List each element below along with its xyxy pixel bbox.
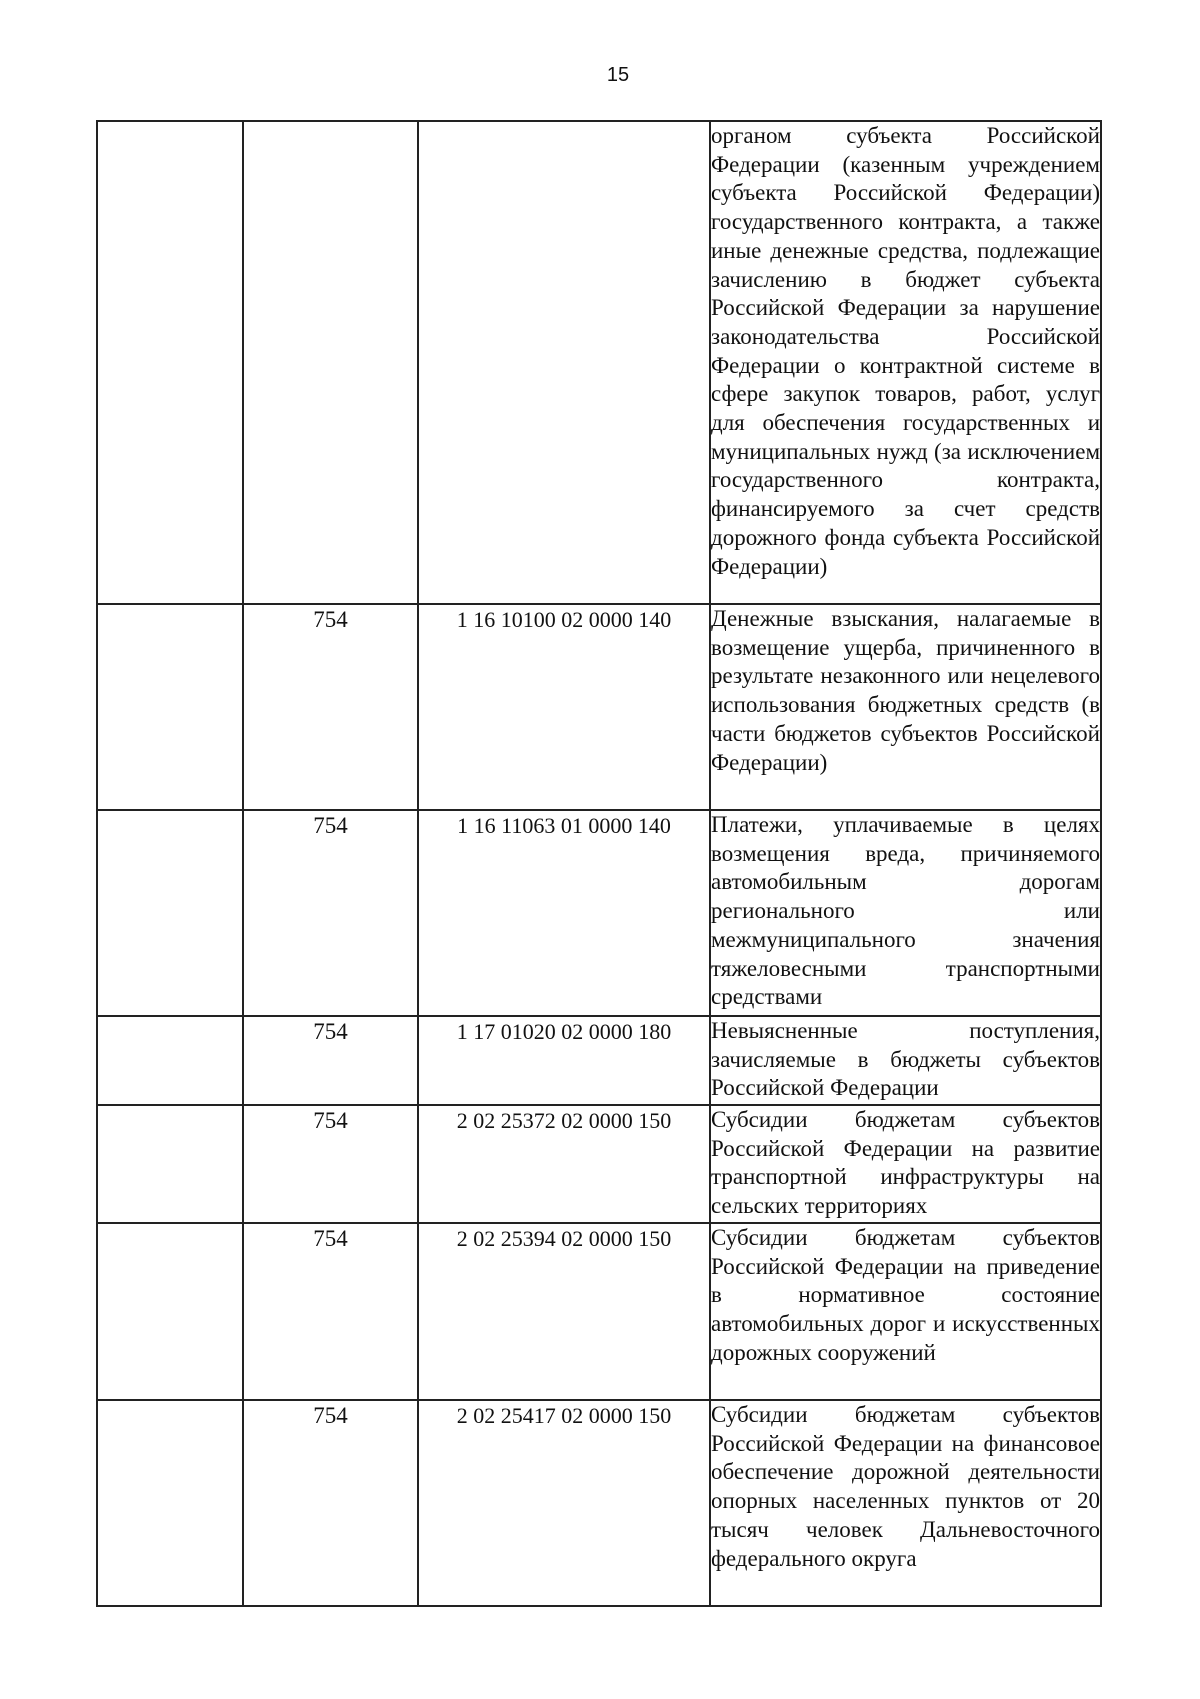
description-cell: Невыясненные поступления, зачисляемые в бюджеты субъектов Российской Федерации xyxy=(710,1016,1101,1105)
budget-code-cell: 2 02 25417 02 0000 150 xyxy=(418,1400,710,1606)
table-row xyxy=(97,1400,1101,1606)
admin-code-cell: 754 xyxy=(243,604,418,810)
description-cell: органом субъекта Российской Федерации (казенным учреждением субъекта Российской Федерации) государственного контракта, а также иные денежные средства, подлежащие зачислению в бюджет субъекта Российской Федерации за нарушение законодательства Российской Федерации о контрактной системе в сфере закупок товаров, работ, услуг для обеспечения государственных и муниципальных нужд (за исключением государственного контракта, финансируемого за счет средств дорожного фонда субъекта Российской Федерации) xyxy=(710,121,1101,604)
admin-code-cell: 754 xyxy=(243,1105,418,1223)
admin-code-cell xyxy=(243,121,418,604)
description-cell: Субсидии бюджетам субъектов Российской Федерации на приведение в нормативное состояние автомобильных дорог и искусственных дорожных сооружений xyxy=(710,1223,1101,1400)
table-row xyxy=(97,1105,1101,1223)
budget-code-cell xyxy=(418,121,710,604)
page-number: 15 xyxy=(606,64,630,86)
description-cell: Денежные взыскания, налагаемые в возмещение ущерба, причиненного в результате незаконного или нецелевого использования бюджетных средств (в части бюджетов субъектов Российской Федерации) xyxy=(710,604,1101,810)
budget-code-cell: 1 16 10100 02 0000 140 xyxy=(418,604,710,810)
budget-code-cell: 2 02 25394 02 0000 150 xyxy=(418,1223,710,1400)
admin-code-cell: 754 xyxy=(243,1400,418,1606)
budget-code-cell: 2 02 25372 02 0000 150 xyxy=(418,1105,710,1223)
admin-code-cell: 754 xyxy=(243,1016,418,1105)
row-index-cell xyxy=(97,810,243,1016)
table-row xyxy=(97,121,1101,604)
table-row xyxy=(97,1016,1101,1105)
table-row xyxy=(97,604,1101,810)
budget-code-cell: 1 16 11063 01 0000 140 xyxy=(418,810,710,1016)
budget-code-cell: 1 17 01020 02 0000 180 xyxy=(418,1016,710,1105)
description-cell: Субсидии бюджетам субъектов Российской Федерации на развитие транспортной инфраструктуры на сельских территориях xyxy=(710,1105,1101,1223)
row-index-cell xyxy=(97,121,243,604)
row-index-cell xyxy=(97,1105,243,1223)
description-cell: Субсидии бюджетам субъектов Российской Федерации на финансовое обеспечение дорожной деятельности опорных населенных пунктов от 20 тысяч человек Дальневосточного федерального округа xyxy=(710,1400,1101,1606)
row-index-cell xyxy=(97,1016,243,1105)
admin-code-cell: 754 xyxy=(243,810,418,1016)
table-row xyxy=(97,1223,1101,1400)
table-row xyxy=(97,810,1101,1016)
row-index-cell xyxy=(97,604,243,810)
row-index-cell xyxy=(97,1400,243,1606)
row-index-cell xyxy=(97,1223,243,1400)
description-cell: Платежи, уплачиваемые в целях возмещения вреда, причиняемого автомобильным дорогам регионального или межмуниципального значения тяжеловесными транспортными средствами xyxy=(710,810,1101,1016)
revenue-codes-table xyxy=(96,120,1102,1607)
admin-code-cell: 754 xyxy=(243,1223,418,1400)
